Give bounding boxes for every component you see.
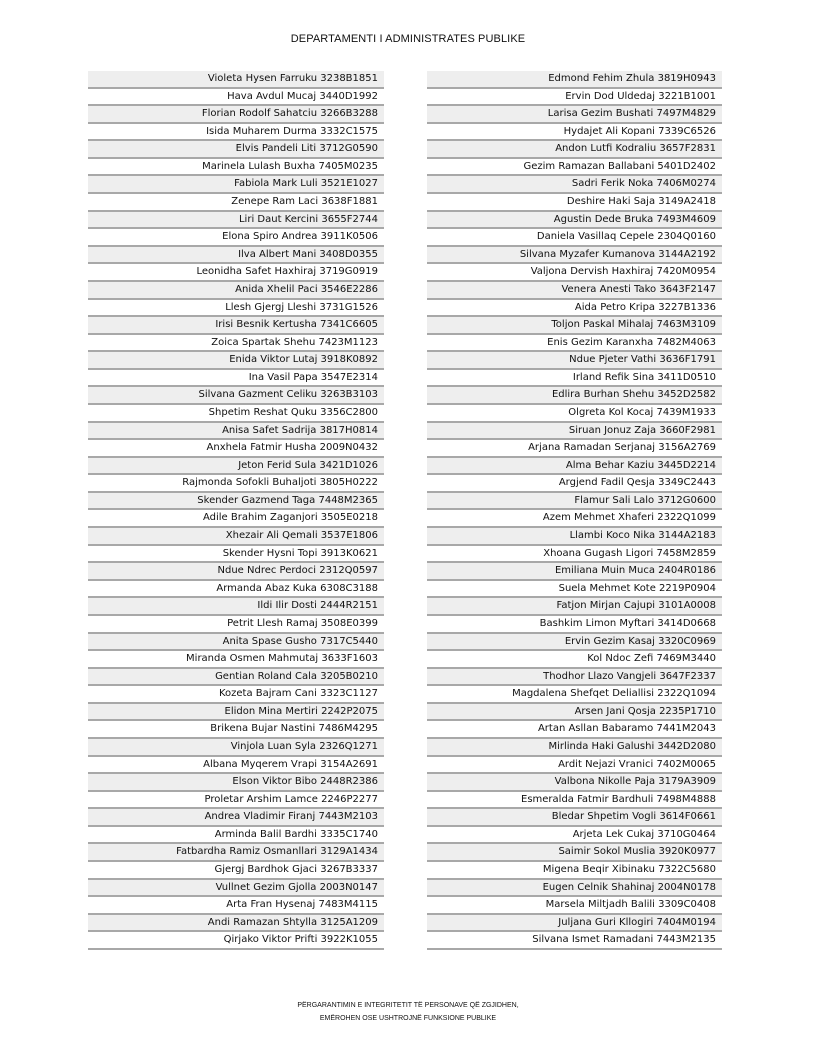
list-item: Elona Spiro Andrea 3911K0506 <box>88 229 384 247</box>
list-item: Argjend Fadil Qesja 3349C2443 <box>427 475 722 493</box>
list-item: Armanda Abaz Kuka 6308C3188 <box>88 581 384 599</box>
list-item: Edmond Fehim Zhula 3819H0943 <box>427 71 722 89</box>
list-item: Proletar Arshim Lamce 2246P2277 <box>88 792 384 810</box>
list-item: Andon Lutfi Kodraliu 3657F2831 <box>427 141 722 159</box>
list-item: Petrit Llesh Ramaj 3508E0399 <box>88 616 384 634</box>
list-item: Gjergj Bardhok Gjaci 3267B3337 <box>88 862 384 880</box>
list-item: Vullnet Gezim Gjolla 2003N0147 <box>88 880 384 898</box>
list-item: Hava Avdul Mucaj 3440D1992 <box>88 89 384 107</box>
list-item: Ina Vasil Papa 3547E2314 <box>88 370 384 388</box>
list-item: Silvana Ismet Ramadani 7443M2135 <box>427 932 722 950</box>
list-item: Magdalena Shefqet Deliallisi 2322Q1094 <box>427 686 722 704</box>
list-item: Venera Anesti Tako 3643F2147 <box>427 282 722 300</box>
list-item: Andrea Vladimir Firanj 7443M2103 <box>88 809 384 827</box>
list-item: Eugen Celnik Shahinaj 2004N0178 <box>427 880 722 898</box>
list-item: Edlira Burhan Shehu 3452D2582 <box>427 387 722 405</box>
list-item: Arta Fran Hysenaj 7483M4115 <box>88 897 384 915</box>
list-item: Anxhela Fatmir Husha 2009N0432 <box>88 440 384 458</box>
list-item: Llesh Gjergj Lleshi 3731G1526 <box>88 300 384 318</box>
list-item: Artan Asllan Babaramo 7441M2043 <box>427 721 722 739</box>
list-item: Brikena Bujar Nastini 7486M4295 <box>88 721 384 739</box>
list-item: Ildi Ilir Dosti 2444R2151 <box>88 598 384 616</box>
list-item: Zenepe Ram Laci 3638F1881 <box>88 194 384 212</box>
footer-line-1: PËRGARANTIMIN E INTEGRITETIT TË PERSONAVE QË ZGJIDHEN, <box>297 1002 519 1009</box>
list-item: Enis Gezim Karanxha 7482M4063 <box>427 335 722 353</box>
list-item: Aida Petro Kripa 3227B1336 <box>427 300 722 318</box>
list-item: Enida Viktor Lutaj 3918K0892 <box>88 352 384 370</box>
list-item: Gentian Roland Cala 3205B0210 <box>88 669 384 687</box>
list-item: Valjona Dervish Haxhiraj 7420M0954 <box>427 264 722 282</box>
list-item: Anisa Safet Sadrija 3817H0814 <box>88 423 384 441</box>
list-item: Marinela Lulash Buxha 7405M0235 <box>88 159 384 177</box>
list-item: Xhoana Gugash Ligori 7458M2859 <box>427 546 722 564</box>
list-item: Agustin Dede Bruka 7493M4609 <box>427 212 722 230</box>
list-item: Saimir Sokol Muslia 3920K0977 <box>427 844 722 862</box>
list-item: Ardit Nejazi Vranici 7402M0065 <box>427 757 722 775</box>
list-item: Elidon Mina Mertiri 2242P2075 <box>88 704 384 722</box>
list-item: Flamur Sali Lalo 3712G0600 <box>427 493 722 511</box>
list-item: Mirlinda Haki Galushi 3442D2080 <box>427 739 722 757</box>
list-item: Miranda Osmen Mahmutaj 3633F1603 <box>88 651 384 669</box>
list-item: Marsela Miltjadh Balili 3309C0408 <box>427 897 722 915</box>
list-item: Ndue Ndrec Perdoci 2312Q0597 <box>88 563 384 581</box>
list-item: Hydajet Ali Kopani 7339C6526 <box>427 124 722 142</box>
list-item: Anita Spase Gusho 7317C5440 <box>88 634 384 652</box>
list-item: Suela Mehmet Kote 2219P0904 <box>427 581 722 599</box>
list-item: Elson Viktor Bibo 2448R2386 <box>88 774 384 792</box>
list-item: Arminda Balil Bardhi 3335C1740 <box>88 827 384 845</box>
list-item: Florian Rodolf Sahatciu 3266B3288 <box>88 106 384 124</box>
list-item: Kol Ndoc Zefi 7469M3440 <box>427 651 722 669</box>
list-item: Skender Gazmend Taga 7448M2365 <box>88 493 384 511</box>
list-item: Fatjon Mirjan Cajupi 3101A0008 <box>427 598 722 616</box>
list-item: Fabiola Mark Luli 3521E1027 <box>88 176 384 194</box>
list-item: Daniela Vasillaq Cepele 2304Q0160 <box>427 229 722 247</box>
list-item: Skender Hysni Topi 3913K0621 <box>88 546 384 564</box>
list-item: Qirjako Viktor Prifti 3922K1055 <box>88 932 384 950</box>
list-item: Elvis Pandeli Liti 3712G0590 <box>88 141 384 159</box>
list-item: Violeta Hysen Farruku 3238B1851 <box>88 71 384 89</box>
list-item: Jeton Ferid Sula 3421D1026 <box>88 458 384 476</box>
list-item: Arjana Ramadan Serjanaj 3156A2769 <box>427 440 722 458</box>
list-item: Liri Daut Kercini 3655F2744 <box>88 212 384 230</box>
list-item: Emiliana Muin Muca 2404R0186 <box>427 563 722 581</box>
list-item: Deshire Haki Saja 3149A2418 <box>427 194 722 212</box>
list-item: Azem Mehmet Xhaferi 2322Q1099 <box>427 510 722 528</box>
list-item: Alma Behar Kaziu 3445D2214 <box>427 458 722 476</box>
left-name-list <box>88 71 384 950</box>
list-item: Esmeralda Fatmir Bardhuli 7498M4888 <box>427 792 722 810</box>
footer-line-2: EMËROHEN OSE USHTROJNË FUNKSIONE PUBLIKE <box>319 1015 497 1022</box>
list-item: Bledar Shpetim Vogli 3614F0661 <box>427 809 722 827</box>
list-item: Ndue Pjeter Vathi 3636F1791 <box>427 352 722 370</box>
list-item: Ervin Gezim Kasaj 3320C0969 <box>427 634 722 652</box>
list-item: Shpetim Reshat Quku 3356C2800 <box>88 405 384 423</box>
list-item: Migena Beqir Xibinaku 7322C5680 <box>427 862 722 880</box>
list-item: Arsen Jani Qosja 2235P1710 <box>427 704 722 722</box>
list-item: Siruan Jonuz Zaja 3660F2981 <box>427 423 722 441</box>
list-item: Olgreta Kol Kocaj 7439M1933 <box>427 405 722 423</box>
list-item: Leonidha Safet Haxhiraj 3719G0919 <box>88 264 384 282</box>
list-item: Fatbardha Ramiz Osmanllari 3129A1434 <box>88 844 384 862</box>
list-item: Vinjola Luan Syla 2326Q1271 <box>88 739 384 757</box>
list-item: Irland Refik Sina 3411D0510 <box>427 370 722 388</box>
list-item: Ervin Dod Uldedaj 3221B1001 <box>427 89 722 107</box>
list-item: Toljon Paskal Mihalaj 7463M3109 <box>427 317 722 335</box>
list-item: Kozeta Bajram Cani 3323C1127 <box>88 686 384 704</box>
list-item: Isida Muharem Durma 3332C1575 <box>88 124 384 142</box>
right-name-list <box>427 71 722 950</box>
list-item: Adile Brahim Zaganjori 3505E0218 <box>88 510 384 528</box>
list-item: Arjeta Lek Cukaj 3710G0464 <box>427 827 722 845</box>
list-item: Albana Myqerem Vrapi 3154A2691 <box>88 757 384 775</box>
page-title: DEPARTAMENTI I ADMINISTRATES PUBLIKE <box>290 33 526 45</box>
list-item: Silvana Gazment Celiku 3263B3103 <box>88 387 384 405</box>
list-item: Rajmonda Sofokli Buhaljoti 3805H0222 <box>88 475 384 493</box>
list-item: Llambi Koco Nika 3144A2183 <box>427 528 722 546</box>
list-item: Irisi Besnik Kertusha 7341C6605 <box>88 317 384 335</box>
list-item: Sadri Ferik Noka 7406M0274 <box>427 176 722 194</box>
list-item: Anida Xhelil Paci 3546E2286 <box>88 282 384 300</box>
list-item: Larisa Gezim Bushati 7497M4829 <box>427 106 722 124</box>
list-item: Gezim Ramazan Ballabani 5401D2402 <box>427 159 722 177</box>
list-item: Thodhor Llazo Vangjeli 3647F2337 <box>427 669 722 687</box>
list-item: Valbona Nikolle Paja 3179A3909 <box>427 774 722 792</box>
list-item: Silvana Myzafer Kumanova 3144A2192 <box>427 247 722 265</box>
page-footer <box>0 999 816 1025</box>
list-item: Ilva Albert Mani 3408D0355 <box>88 247 384 265</box>
list-item: Bashkim Limon Myftari 3414D0668 <box>427 616 722 634</box>
list-item: Juljana Guri Kllogiri 7404M0194 <box>427 915 722 933</box>
list-item: Zoica Spartak Shehu 7423M1123 <box>88 335 384 353</box>
list-item: Xhezair Ali Qemali 3537E1806 <box>88 528 384 546</box>
list-item: Andi Ramazan Shtylla 3125A1209 <box>88 915 384 933</box>
